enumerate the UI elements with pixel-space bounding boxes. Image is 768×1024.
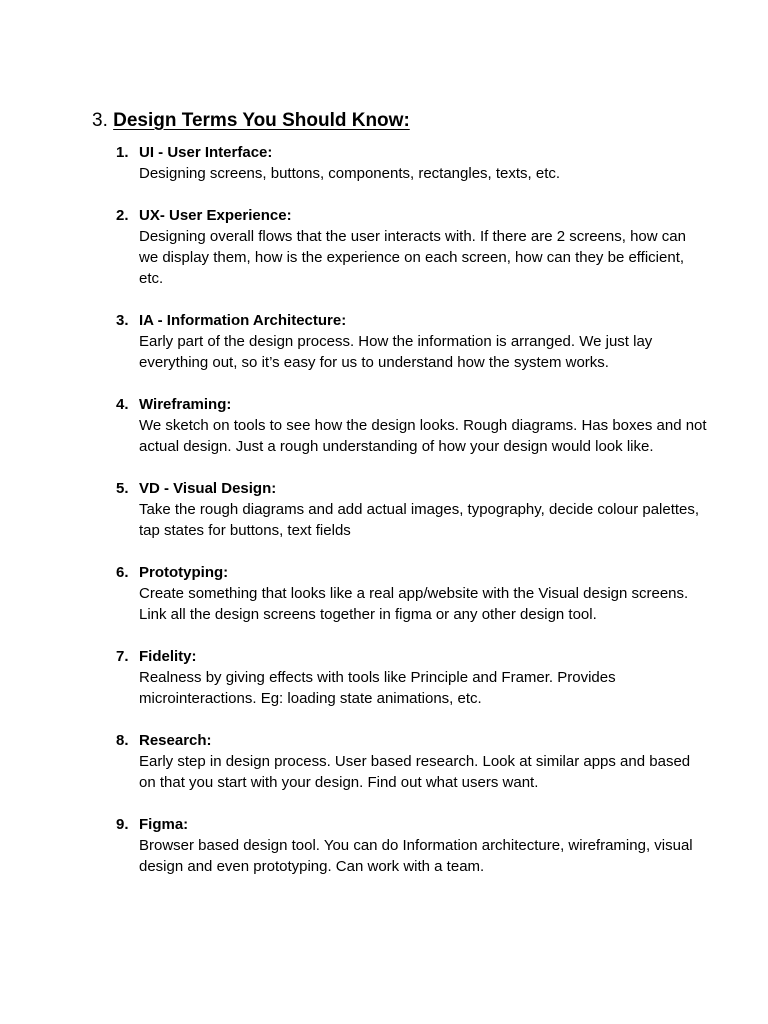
- term-number: 3.: [116, 312, 129, 329]
- term-item-ui: [92, 142, 708, 184]
- term-item-research: [92, 730, 708, 793]
- term-item-wireframing: [92, 394, 708, 457]
- term-description: Designing screens, buttons, components, rectangles, texts, etc.: [139, 165, 561, 182]
- term-name: Research:: [139, 732, 212, 749]
- term-name: Figma:: [139, 816, 189, 833]
- term-description: Early step in design process. User based research. Look at similar apps and based on that you start with your design. Find out what users want.: [139, 753, 691, 791]
- term-item-figma: [92, 814, 708, 877]
- section-heading: [92, 108, 708, 134]
- term-item-vd: [92, 478, 708, 541]
- term-number: 1.: [116, 144, 129, 161]
- term-description: Take the rough diagrams and add actual images, typography, decide colour palettes, tap states for buttons, text fields: [139, 501, 700, 539]
- term-description: Designing overall flows that the user interacts with. If there are 2 screens, how can we display them, how is the experience on each screen, how can they be efficient, etc.: [139, 228, 686, 287]
- term-name: Prototyping:: [139, 564, 229, 581]
- term-number: 5.: [116, 480, 129, 497]
- term-number: 2.: [116, 207, 129, 224]
- term-number: 4.: [116, 396, 129, 413]
- term-description: Realness by giving effects with tools like Principle and Framer. Provides microinteractions. Eg: loading state animations, etc.: [139, 669, 616, 707]
- term-item-fidelity: [92, 646, 708, 709]
- term-number: 8.: [116, 732, 129, 749]
- term-name: Wireframing:: [139, 396, 232, 413]
- term-number: 6.: [116, 564, 129, 581]
- term-name: UX- User Experience:: [139, 207, 292, 224]
- term-description: Early part of the design process. How the information is arranged. We just lay everything out, so it’s easy for us to understand how the system works.: [139, 333, 653, 371]
- section-number: 3.: [92, 110, 108, 131]
- term-item-ia: [92, 310, 708, 373]
- term-name: UI - User Interface:: [139, 144, 273, 161]
- term-name: IA - Information Architecture:: [139, 312, 347, 329]
- term-name: VD - Visual Design:: [139, 480, 277, 497]
- section-title: Design Terms You Should Know:: [113, 110, 410, 131]
- term-number: 9.: [116, 816, 129, 833]
- term-item-prototyping: [92, 562, 708, 625]
- term-number: 7.: [116, 648, 129, 665]
- term-description: Create something that looks like a real app/website with the Visual design screens. Link all the design screens together in figma or any other design tool.: [139, 585, 689, 623]
- term-list: [92, 142, 708, 877]
- term-name: Fidelity:: [139, 648, 197, 665]
- term-description: Browser based design tool. You can do Information architecture, wireframing, visual design and even prototyping. Can work with a team.: [139, 837, 693, 875]
- term-item-ux: [92, 205, 708, 289]
- term-description: We sketch on tools to see how the design looks. Rough diagrams. Has boxes and not actual design. Just a rough understanding of how your design would look like.: [139, 417, 707, 455]
